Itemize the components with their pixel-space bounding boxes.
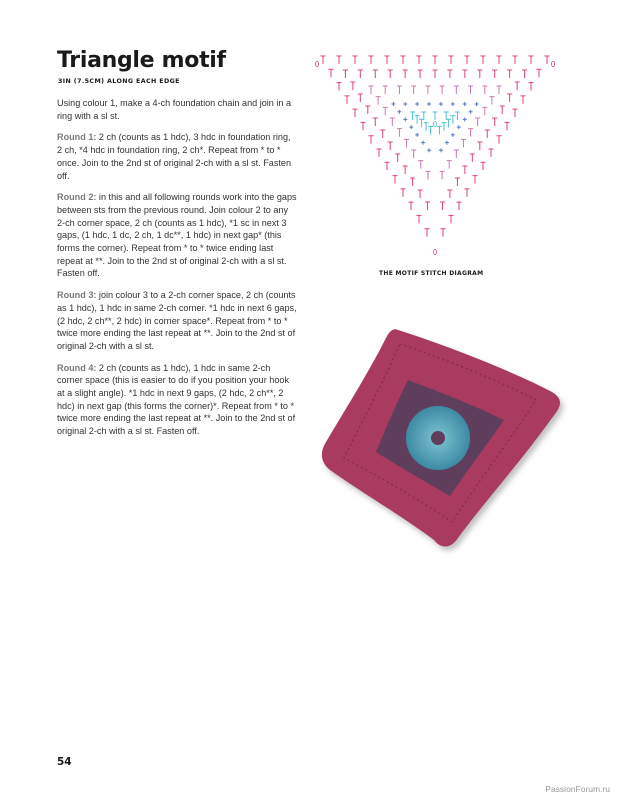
round-3-label: Round 3: — [57, 290, 97, 301]
stitch-hdc-symbol — [492, 70, 497, 78]
diagram-caption: THE MOTIF STITCH DIAGRAM — [379, 270, 484, 277]
stitch-hdc-symbol — [424, 123, 429, 131]
stitch-hdc-symbol — [454, 86, 459, 94]
stitch-hdc-symbol — [522, 70, 527, 78]
stitch-hdc-symbol — [507, 70, 512, 78]
stitch-hdc-symbol — [468, 86, 473, 94]
stitch-hdc-symbol — [411, 86, 416, 94]
stitch-sc-symbol — [409, 125, 413, 129]
stitch-hdc-symbol — [489, 149, 494, 157]
stitch-hdc-symbol — [497, 86, 502, 94]
stitch-hdc-symbol — [353, 56, 358, 64]
stitch-hdc-symbol — [447, 190, 452, 198]
stitch-hdc-symbol — [401, 56, 406, 64]
stitch-sc-symbol — [403, 117, 407, 121]
stitch-hdc-symbol — [437, 126, 442, 134]
stitch-hdc-symbol — [410, 178, 415, 186]
stitch-hdc-symbol — [385, 56, 390, 64]
stitch-hdc-symbol — [369, 86, 374, 94]
intro-paragraph: Using colour 1, make a 4-ch foundation chain and join in a ring with a sl st. — [57, 98, 292, 121]
stitch-hdc-symbol — [425, 86, 430, 94]
stitch-hdc-symbol — [358, 94, 363, 102]
stitch-hdc-symbol — [418, 161, 423, 169]
stitch-hdc-symbol — [419, 119, 424, 127]
stitch-hdc-symbol — [447, 70, 452, 78]
stitch-hdc-symbol — [492, 118, 497, 126]
stitch-sc-symbol — [451, 102, 455, 106]
stitch-sc-symbol — [469, 110, 473, 114]
stitch-hdc-symbol — [462, 166, 467, 174]
stitch-hdc-symbol — [376, 97, 381, 105]
stitch-hdc-symbol — [428, 126, 433, 134]
stitch-sc-symbol — [403, 102, 407, 106]
round-4-text: 2 ch (counts as 1 hdc), 1 hdc in same 2-ch corner space (this is easier to do if you position your hook at a slight angle). *1 hdc in next 9 gaps, (2 hdc, 2 ch**, 2 hdc) in next gap (this forms the corner)*. Repeat from * to * twice more ending the last repeat at **. Join to the 2nd st of original 2-ch with a sl st. Fasten off. — [57, 362, 296, 437]
page-number: 54 — [57, 756, 72, 768]
stitch-hdc-symbol — [395, 154, 400, 162]
stitch-hdc-symbol — [468, 129, 473, 137]
stitch-sc-symbol — [427, 102, 431, 106]
stitch-hdc-symbol — [470, 154, 475, 162]
stitch-hdc-symbol — [388, 70, 393, 78]
stitch-chain-symbol — [551, 61, 554, 66]
stitch-hdc-symbol — [473, 176, 478, 184]
stitch-sc-symbol — [463, 117, 467, 121]
stitch-hdc-symbol — [403, 166, 408, 174]
stitch-sc-symbol — [415, 133, 419, 137]
page-subtitle: 3IN (7.5CM) ALONG EACH EDGE — [58, 78, 180, 85]
watermark: PassionForum.ru — [545, 784, 610, 794]
stitch-hdc-symbol — [457, 202, 462, 210]
stitch-hdc-symbol — [440, 171, 445, 179]
stitch-hdc-symbol — [433, 70, 438, 78]
stitch-hdc-symbol — [343, 70, 348, 78]
stitch-hdc-symbol — [485, 130, 490, 138]
stitch-hdc-symbol — [441, 229, 446, 237]
stitch-hdc-symbol — [449, 215, 454, 223]
stitch-hdc-symbol — [450, 116, 455, 124]
round-2-label: Round 2: — [57, 192, 97, 203]
stitch-hdc-symbol — [403, 70, 408, 78]
stitch-diagram — [305, 46, 565, 261]
stitch-sc-symbol — [391, 102, 395, 106]
stitch-hdc-symbol — [383, 86, 388, 94]
round-3-text: join colour 3 to a 2-ch corner space, 2 ch (counts as 1 hdc), 1 hdc in same 2-ch corner. *1 hdc in next 6 gaps, (2 hdc, 2 ch**, 2 hdc) in corner space*. Repeat from * to * twice more ending the last repeat at **. Join to the 2nd st of original 2-ch with a sl st. — [57, 290, 297, 351]
stitch-hdc-symbol — [425, 229, 430, 237]
stitch-chain-symbol — [315, 61, 318, 66]
stitch-sc-symbol — [439, 102, 443, 106]
stitch-hdc-symbol — [388, 142, 393, 150]
stitch-hdc-symbol — [449, 56, 454, 64]
round-1-text: 2 ch (counts as 1 hdc), 3 hdc in foundation ring, 2 ch, *4 hdc in foundation ring, 2 ch*. Repeat from * to * once. Join to the 2nd st of original 2-ch with a sl st. Fasten off. — [57, 132, 292, 181]
stitch-hdc-symbol — [481, 56, 486, 64]
stitch-hdc-symbol — [418, 70, 423, 78]
stitch-hdc-symbol — [433, 112, 438, 120]
stitch-hdc-symbol — [377, 149, 382, 157]
stitch-hdc-symbol — [411, 150, 416, 158]
stitch-hdc-symbol — [529, 83, 534, 91]
stitch-hdc-symbol — [475, 118, 480, 126]
stitch-hdc-symbol — [393, 176, 398, 184]
stitch-hdc-symbol — [397, 129, 402, 137]
stitch-hdc-symbol — [447, 161, 452, 169]
stitch-hdc-symbol — [497, 136, 502, 144]
stitch-hdc-symbol — [477, 142, 482, 150]
round-2-text: in this and all following rounds work into the gaps between sts from the previous round. Join colour 2 to any 2-ch corner space, 2 ch (counts as 1 hdc), *1 sc in next 3 gaps, (1 hdc, 1 dc, 2 ch, 1 dc**, 1 hdc) in next gap* (this forms the corner). Repeat from * to * twice ending last repeat at **. Join to the 2nd st of original 2-ch with a sl st. Fasten off. — [57, 192, 297, 279]
stitch-hdc-symbol — [507, 94, 512, 102]
page-title: Triangle motif — [57, 48, 226, 73]
stitch-hdc-symbol — [383, 107, 388, 115]
stitch-hdc-symbol — [329, 69, 334, 77]
stitch-hdc-symbol — [417, 215, 422, 223]
stitch-hdc-symbol — [482, 107, 487, 115]
round-4-label: Round 4: — [57, 362, 97, 373]
stitch-hdc-symbol — [454, 150, 459, 158]
stitch-hdc-symbol — [418, 190, 423, 198]
stitch-hdc-symbol — [365, 106, 370, 114]
stitch-sc-symbol — [427, 148, 431, 152]
stitch-hdc-symbol — [373, 118, 378, 126]
stitch-hdc-symbol — [409, 202, 414, 210]
motif-photo — [290, 300, 590, 580]
stitch-hdc-symbol — [415, 116, 420, 124]
stitch-hdc-symbol — [433, 56, 438, 64]
stitch-hdc-symbol — [385, 162, 390, 170]
stitch-hdc-symbol — [404, 139, 409, 147]
stitch-hdc-symbol — [390, 118, 395, 126]
stitch-hdc-symbol — [465, 189, 470, 197]
stitch-hdc-symbol — [529, 56, 534, 64]
stitch-sc-symbol — [451, 133, 455, 137]
motif-center-hole — [431, 431, 445, 445]
stitch-hdc-symbol — [373, 70, 378, 78]
round-2-paragraph — [57, 191, 297, 280]
stitch-hdc-symbol — [455, 178, 460, 186]
stitch-sc-symbol — [457, 125, 461, 129]
stitch-hdc-symbol — [425, 202, 430, 210]
stitch-hdc-symbol — [513, 56, 518, 64]
stitch-hdc-symbol — [353, 109, 358, 117]
round-1-label: Round 1: — [57, 132, 97, 143]
stitch-hdc-symbol — [397, 86, 402, 94]
stitch-hdc-symbol — [505, 122, 510, 130]
stitch-hdc-symbol — [425, 171, 430, 179]
stitch-hdc-symbol — [521, 96, 526, 104]
stitch-hdc-symbol — [500, 106, 505, 114]
stitch-hdc-symbol — [489, 97, 494, 105]
diagram-stitches — [315, 56, 554, 255]
stitch-hdc-symbol — [321, 56, 326, 64]
stitch-hdc-symbol — [441, 123, 446, 131]
stitch-hdc-symbol — [497, 56, 502, 64]
stitch-hdc-symbol — [358, 70, 363, 78]
stitch-hdc-symbol — [337, 83, 342, 91]
stitch-hdc-symbol — [410, 112, 415, 120]
stitch-hdc-symbol — [401, 189, 406, 197]
stitch-hdc-symbol — [461, 139, 466, 147]
round-3-paragraph — [57, 289, 297, 353]
stitch-hdc-symbol — [337, 56, 342, 64]
stitch-hdc-symbol — [513, 109, 518, 117]
stitch-hdc-symbol — [380, 130, 385, 138]
stitch-hdc-symbol — [465, 56, 470, 64]
round-4-paragraph — [57, 362, 297, 438]
stitch-hdc-symbol — [369, 56, 374, 64]
stitch-sc-symbol — [463, 102, 467, 106]
stitch-hdc-symbol — [545, 56, 550, 64]
stitch-chain-symbol — [433, 121, 436, 126]
stitch-hdc-symbol — [515, 82, 520, 90]
round-1-paragraph — [57, 131, 297, 182]
stitch-sc-symbol — [439, 148, 443, 152]
stitch-hdc-symbol — [350, 82, 355, 90]
stitch-sc-symbol — [445, 141, 449, 145]
stitch-hdc-symbol — [482, 86, 487, 94]
stitch-hdc-symbol — [537, 69, 542, 77]
stitch-hdc-symbol — [345, 96, 350, 104]
stitch-hdc-symbol — [440, 202, 445, 210]
stitch-hdc-symbol — [369, 136, 374, 144]
stitch-hdc-symbol — [481, 162, 486, 170]
stitch-sc-symbol — [397, 110, 401, 114]
stitch-hdc-symbol — [446, 119, 451, 127]
stitch-hdc-symbol — [462, 70, 467, 78]
stitch-hdc-symbol — [455, 112, 460, 120]
stitch-sc-symbol — [475, 102, 479, 106]
stitch-sc-symbol — [421, 141, 425, 145]
stitch-sc-symbol — [415, 102, 419, 106]
stitch-chain-symbol — [433, 249, 436, 254]
stitch-hdc-symbol — [440, 86, 445, 94]
stitch-hdc-symbol — [417, 56, 422, 64]
stitch-hdc-symbol — [361, 122, 366, 130]
instructions-text — [57, 97, 297, 447]
stitch-hdc-symbol — [477, 70, 482, 78]
